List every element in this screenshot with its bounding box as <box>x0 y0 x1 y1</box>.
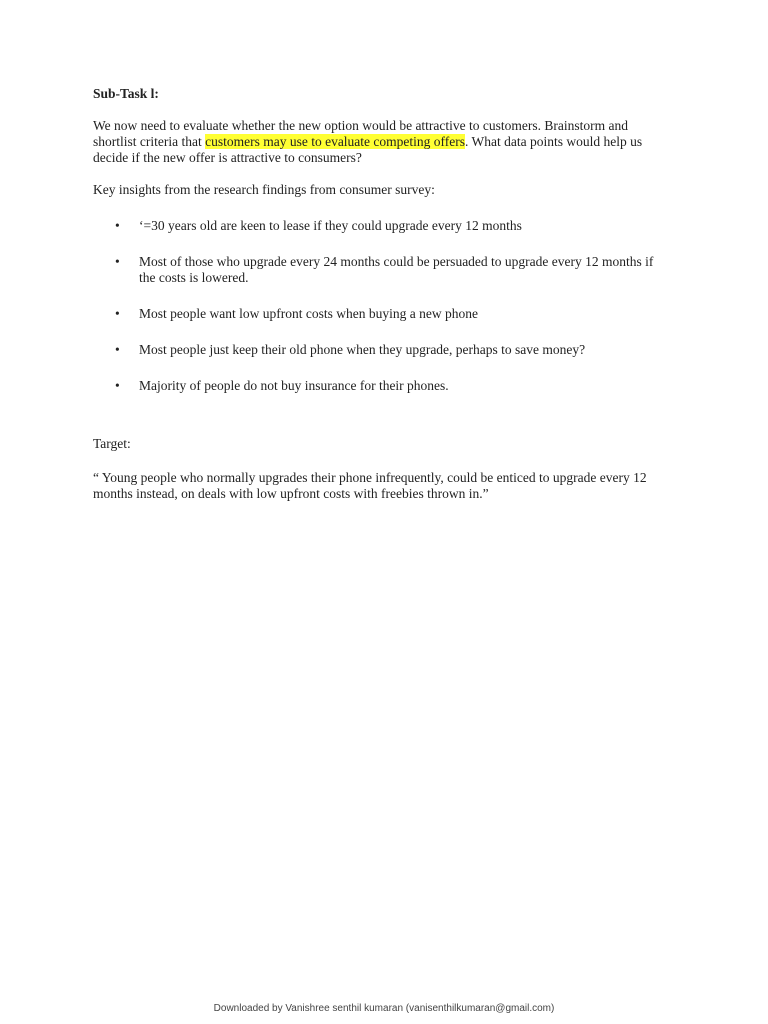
intro-paragraph <box>93 118 673 166</box>
intro-text-before: We now need to evaluate whether the new option would be attractive to customers. Brainstorm and shortlist criteria that <box>93 118 629 149</box>
bullet-icon: • <box>115 342 120 357</box>
list-item <box>93 306 673 322</box>
list-item <box>93 218 673 234</box>
insight-text: Most people want low upfront costs when buying a new phone <box>139 306 478 321</box>
intro-text-after: . What data points would help us decide if the new offer is attractive to consumers? <box>93 134 643 165</box>
insight-text: Most of those who upgrade every 24 months could be persuaded to upgrade every 12 months if the costs is lowered. <box>139 254 654 285</box>
bullet-icon: • <box>115 254 120 269</box>
list-item <box>93 342 673 358</box>
target-label: Target: <box>93 436 131 451</box>
bullet-icon: • <box>115 218 120 233</box>
list-item <box>93 254 673 286</box>
bullet-icon: • <box>115 306 120 321</box>
insights-label: Key insights from the research findings from consumer survey: <box>93 182 435 197</box>
insight-text: Majority of people do not buy insurance for their phones. <box>139 378 449 393</box>
highlighted-phrase: customers may use to evaluate competing offers <box>205 134 466 149</box>
insight-text: ‘=30 years old are keen to lease if they could upgrade every 12 months <box>139 218 522 233</box>
list-item <box>93 378 673 394</box>
target-quote: “ Young people who normally upgrades their phone infrequently, could be enticed to upgrade every 12 months instead, on deals with low upfront costs with freebies thrown in.” <box>93 470 647 501</box>
document-page <box>93 86 673 518</box>
insight-text: Most people just keep their old phone when they upgrade, perhaps to save money? <box>139 342 586 357</box>
subtask-heading: Sub-Task l: <box>93 86 159 101</box>
insights-list <box>93 218 673 394</box>
bullet-icon: • <box>115 378 120 393</box>
download-footer: Downloaded by Vanishree senthil kumaran (vanisenthilkumaran@gmail.com) <box>213 1003 555 1014</box>
